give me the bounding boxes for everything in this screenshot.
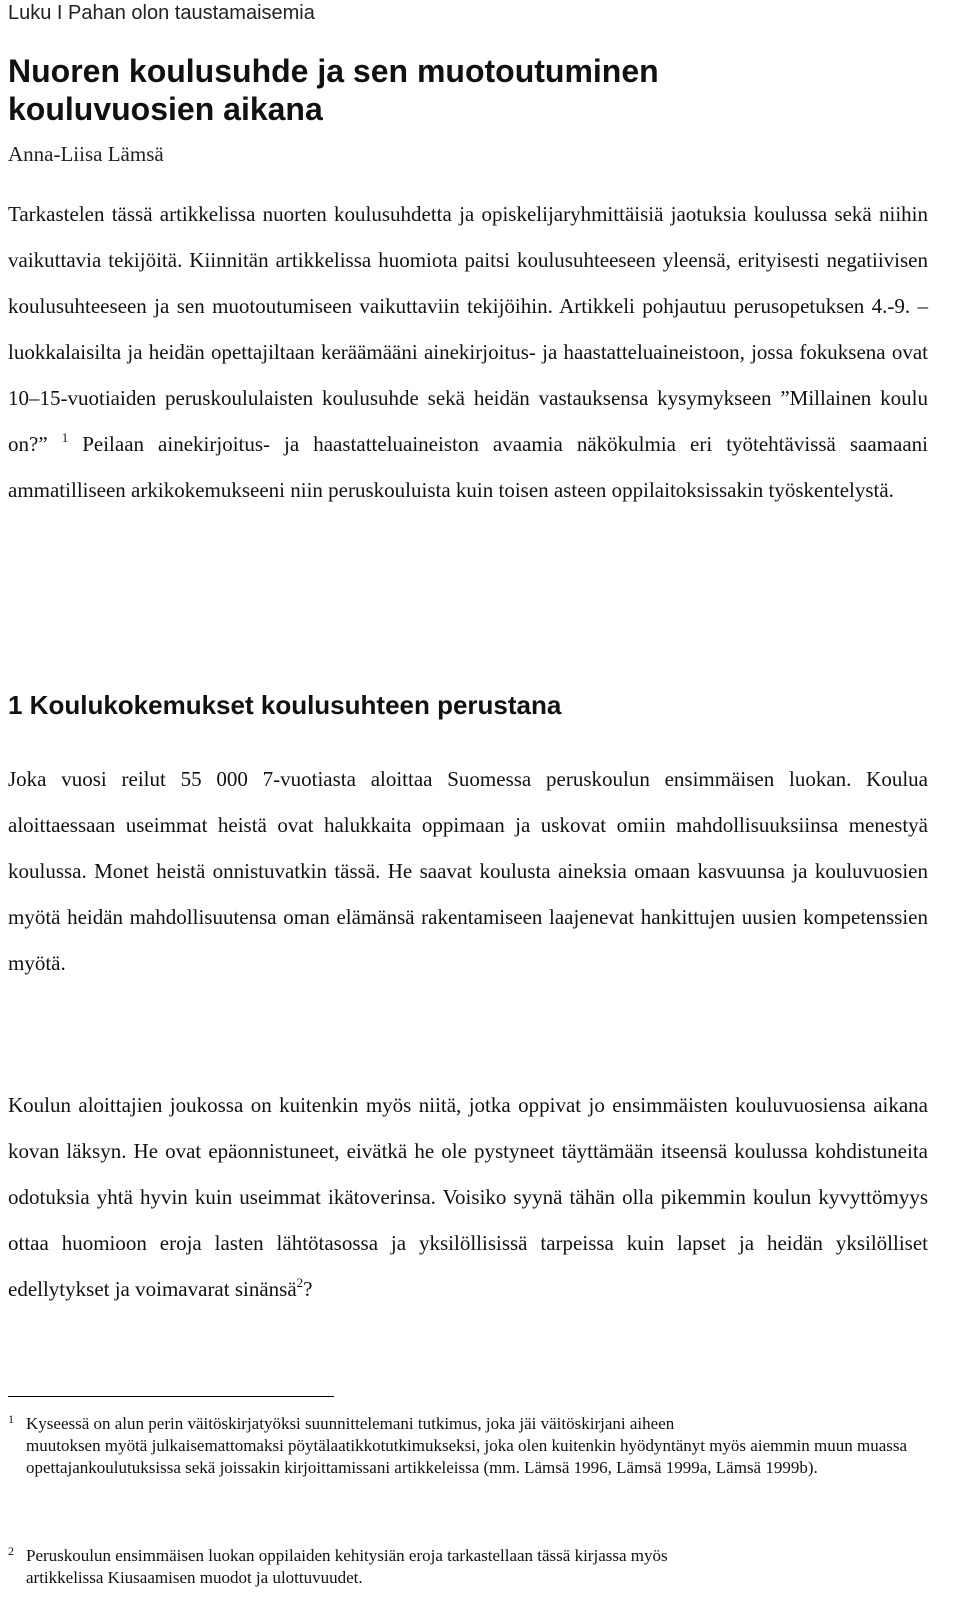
footnote-2: [8, 1545, 928, 1589]
footnote-number: 2: [8, 1544, 14, 1558]
footnote-continuation: muutoksen myötä julkaisemattomaksi pöytälaatikkotutkimukseksi, joka olen kuitenkin hyödyntänyt myös aiemmin muun muassa opettajankoulutuksissa sekä joissakin kirjoittamissani artikkeleissa (mm. Lämsä 1996, Lämsä 1999a, Lämsä 1999b).: [26, 1436, 908, 1477]
footnote-text: [8, 1545, 928, 1589]
footnote-1: [8, 1413, 928, 1479]
footnote-ref-1[interactable]: 1: [61, 430, 69, 445]
intro-text-a: Tarkastelen tässä artikkelissa nuorten koulusuhdetta ja opiskelijaryhmittäisiä jaotuksia koulussa sekä niihin vaikuttavia tekijöitä. Kiinnitän artikkelissa huomiota paitsi koulusuhteeseen yleensä, erityisesti negatiivisen koulusuhteeseen ja sen muotoutumiseen vaikuttaviin tekijöihin. Artikkeli pohjautuu perusopetuksen 4.-9. – luokkalaisilta ja heidän opettajiltaan keräämääni ainekirjoitus- ja haastatteluaineistoon, jossa fokuksena ovat 10–15-vuotiaiden peruskoululaisten koulusuhde sekä heidän vastauksensa kysymykseen ”Millainen koulu on?”: [8, 202, 928, 456]
title-line-1: Nuoren koulusuhde ja sen muotoutuminen: [8, 53, 659, 89]
author-name: Anna-Liisa Lämsä: [8, 142, 164, 166]
article-title: [8, 52, 928, 128]
footnote-line: Kyseessä on alun perin väitöskirjatyöksi suunnittelemani tutkimus, joka jäi väitöskirjani aiheen: [26, 1414, 675, 1433]
footnote-line: Peruskoulun ensimmäisen luokan oppilaiden kehitysiän eroja tarkastellaan tässä kirjassa myös: [26, 1546, 668, 1565]
footnote-number: 1: [8, 1412, 14, 1426]
footnote-ref-2[interactable]: 2: [296, 1275, 304, 1290]
footnote-divider: [8, 1396, 334, 1397]
section-paragraph-1: Joka vuosi reilut 55 000 7-vuotiasta aloittaa Suomessa peruskoulun ensimmäisen luokan. Koulua aloittaessaan useimmat heistä ovat halukkaita oppimaan ja uskovat omiin mahdollisuuksiinsa menestyä koulussa. Monet heistä onnistuvatkin tässä. He saavat koulusta aineksia omaan kasvuunsa ja kouluvuosien myötä heidän mahdollisuutensa oman elämänsä rakentamiseen laajenevat hankittujen uusien kompetenssien myötä.: [8, 767, 928, 975]
title-line-2: kouluvuosien aikana: [8, 91, 323, 127]
paragraph-2-end: ?: [303, 1277, 313, 1301]
chapter-label: Luku I Pahan olon taustamaisemia: [8, 2, 315, 24]
paragraph-2-text: Koulun aloittajien joukossa on kuitenkin myös niitä, jotka oppivat jo ensimmäisten kouluvuosiensa aikana kovan läksyn. He ovat epäonnistuneet, eivätkä he ole pystyneet täyttämään itseensä koulussa kohdistuneita odotuksia yhtä hyvin kuin useimmat ikätoverinsa. Voisiko syynä tähän olla pikemmin koulun kyvyttömyys ottaa huomioon eroja lasten lähtötasossa ja yksilöllisissä tarpeissa kuin lapset ja heidän yksilölliset edellytykset ja voimavarat sinänsä: [8, 1093, 928, 1301]
footnote-text: [8, 1413, 928, 1479]
section-paragraph-2: [8, 1082, 928, 1312]
section-heading: 1 Koulukokemukset koulusuhteen perustana: [8, 690, 562, 720]
intro-paragraph: [8, 191, 928, 513]
intro-text-b: Peilaan ainekirjoitus- ja haastatteluaineiston avaamia näkökulmia eri työtehtävissä saamaani ammatilliseen arkikokemukseeni niin peruskouluista kuin toisen asteen oppilaitoksissakin työskentelystä.: [8, 432, 928, 502]
footnote-continuation: artikkelissa Kiusaamisen muodot ja ulottuvuudet.: [26, 1568, 363, 1587]
